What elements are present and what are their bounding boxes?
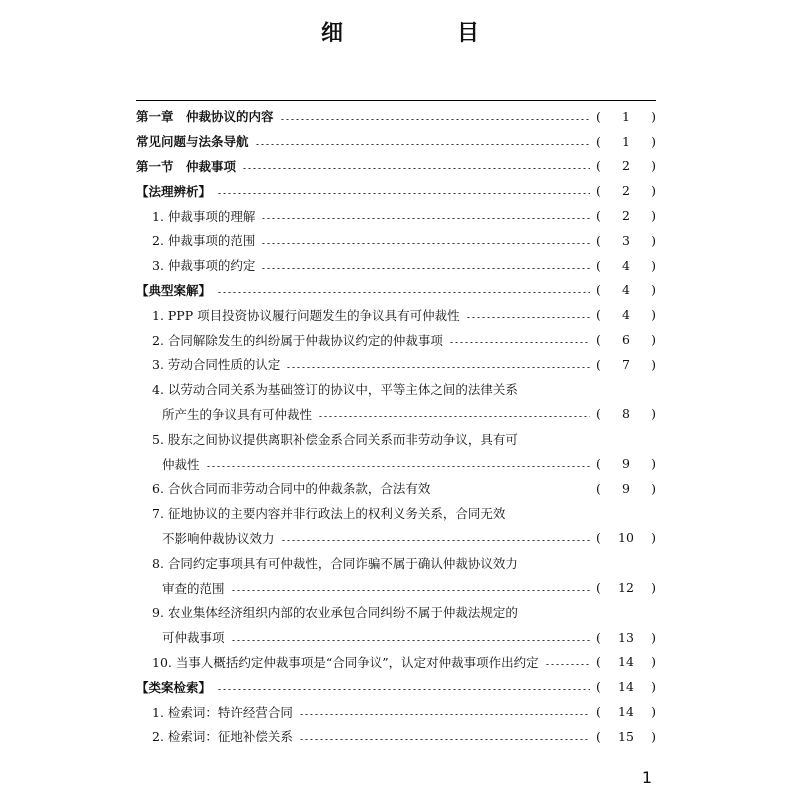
page-ref: 13 bbox=[618, 629, 634, 645]
dot-leader bbox=[280, 119, 590, 120]
toc-entry-title: 可仲裁事项 bbox=[162, 630, 225, 646]
toc-entry-title: 3. 劳动合同性质的认定 bbox=[152, 357, 281, 373]
dot-leader bbox=[231, 640, 590, 641]
dot-leader bbox=[466, 317, 590, 318]
toc-entry-page: ( 4 ) bbox=[596, 307, 656, 323]
toc-entry-page: ( 15 ) bbox=[596, 728, 656, 744]
toc-entry-page: ( 12 ) bbox=[596, 580, 656, 596]
toc-entry bbox=[136, 377, 656, 402]
toc-entry-title: 第一章 仲裁协议的内容 bbox=[136, 109, 274, 125]
dot-leader bbox=[545, 664, 590, 665]
toc-entry-page: ( 3 ) bbox=[596, 232, 656, 248]
dot-leader bbox=[299, 714, 590, 715]
toc-entry-title: 第一节 仲裁事项 bbox=[136, 158, 237, 174]
toc-entry-page: ( 10 ) bbox=[596, 530, 656, 546]
toc-entry-page: ( 2 ) bbox=[596, 183, 656, 199]
dot-leader bbox=[261, 268, 590, 269]
toc-entry-title: 1. 检索词：特许经营合同 bbox=[152, 704, 293, 720]
toc-entry-title: 仲裁性 bbox=[162, 456, 200, 472]
page-ref: 3 bbox=[622, 232, 630, 248]
toc-entry bbox=[136, 253, 656, 278]
toc-entry-title: 不影响仲裁协议效力 bbox=[162, 530, 275, 546]
page-ref: 1 bbox=[622, 133, 630, 149]
page-ref: 14 bbox=[618, 679, 634, 695]
toc-entry-title: 10. 当事人概括约定仲裁事项是“合同争议”，认定对仲裁事项作出约定 bbox=[152, 654, 539, 670]
page-ref: 4 bbox=[622, 307, 630, 323]
dot-leader bbox=[318, 416, 590, 417]
toc-entry bbox=[136, 600, 656, 625]
toc-entry bbox=[136, 178, 656, 203]
toc-entry bbox=[136, 650, 656, 675]
toc-entry bbox=[136, 451, 656, 476]
toc-entry bbox=[136, 501, 656, 526]
toc-entry bbox=[136, 625, 656, 650]
toc-entry bbox=[136, 426, 656, 451]
page-ref: 7 bbox=[622, 356, 630, 372]
toc-entry-title: 2. 合同解除发生的纠纷属于仲裁协议约定的仲裁事项 bbox=[152, 332, 443, 348]
page-ref: 6 bbox=[622, 332, 630, 348]
page-ref: 2 bbox=[622, 158, 630, 174]
toc-entry-title: 【典型案解】 bbox=[136, 282, 212, 298]
toc-entry-title: 5. 股东之间协议提供离职补偿金系合同关系而非劳动争议，具有可 bbox=[152, 431, 518, 447]
dot-leader bbox=[255, 144, 590, 145]
page-ref: 2 bbox=[622, 208, 630, 224]
toc-entry-title: 2. 仲裁事项的范围 bbox=[152, 233, 256, 249]
page-ref: 1 bbox=[622, 108, 630, 124]
toc-entry bbox=[136, 154, 656, 179]
toc-entry-page: ( 2 ) bbox=[596, 158, 656, 174]
toc-entry bbox=[136, 699, 656, 724]
toc-entry-page: ( 2 ) bbox=[596, 208, 656, 224]
page-number: 1 bbox=[641, 768, 652, 787]
toc-entry-page: ( 13 ) bbox=[596, 629, 656, 645]
dot-leader bbox=[299, 739, 590, 740]
page-ref: 4 bbox=[622, 257, 630, 273]
dot-leader bbox=[231, 590, 590, 591]
toc-entry-title: 3. 仲裁事项的约定 bbox=[152, 258, 256, 274]
dot-leader bbox=[242, 168, 590, 169]
title-divider bbox=[136, 100, 656, 101]
page-ref: 14 bbox=[618, 704, 634, 720]
toc-entry bbox=[136, 724, 656, 749]
page-ref: 8 bbox=[622, 406, 630, 422]
toc-entry bbox=[136, 228, 656, 253]
dot-leader bbox=[286, 367, 590, 368]
toc-entry bbox=[136, 402, 656, 427]
toc-entry bbox=[136, 526, 656, 551]
dot-leader bbox=[217, 193, 590, 194]
toc-entry-page: ( 1 ) bbox=[596, 133, 656, 149]
toc-entry-page: ( 14 ) bbox=[596, 679, 656, 695]
page-ref: 14 bbox=[618, 654, 634, 670]
toc-entry-title: 【类案检索】 bbox=[136, 679, 212, 695]
toc-entry-title: 常见问题与法条导航 bbox=[136, 134, 249, 150]
dot-leader bbox=[261, 243, 590, 244]
page-ref: 9 bbox=[622, 456, 630, 472]
dot-leader bbox=[261, 218, 590, 219]
page-ref: 9 bbox=[622, 480, 630, 496]
dot-leader bbox=[449, 342, 590, 343]
toc-entry-title: 9. 农业集体经济组织内部的农业承包合同纠纷不属于仲裁法规定的 bbox=[152, 605, 518, 621]
toc-entry bbox=[136, 674, 656, 699]
page-ref: 15 bbox=[618, 728, 634, 744]
toc-entry-title: 【法理辨析】 bbox=[136, 183, 212, 199]
toc-entry-title: 审查的范围 bbox=[162, 580, 225, 596]
toc-entry-title: 2. 检索词：征地补偿关系 bbox=[152, 729, 293, 745]
toc-entry bbox=[136, 575, 656, 600]
page-ref: 10 bbox=[618, 530, 634, 546]
dot-leader bbox=[217, 292, 590, 293]
dot-leader bbox=[206, 466, 590, 467]
toc-entry-page: ( 4 ) bbox=[596, 257, 656, 273]
toc-entry-title: 1. 仲裁事项的理解 bbox=[152, 208, 256, 224]
toc-entry bbox=[136, 302, 656, 327]
toc-entry-title: 所产生的争议具有可仲裁性 bbox=[162, 406, 313, 422]
page-title: 细 目 bbox=[320, 21, 525, 46]
dot-leader bbox=[217, 689, 590, 690]
toc-entry-title: 1. PPP 项目投资协议履行问题发生的争议具有可仲裁性 bbox=[152, 307, 460, 323]
toc-entry-page: ( 8 ) bbox=[596, 406, 656, 422]
toc-entry-page: ( 1 ) bbox=[596, 108, 656, 124]
page-ref: 12 bbox=[618, 580, 634, 596]
toc-entry-page: ( 7 ) bbox=[596, 356, 656, 372]
toc-entry-title: 4. 以劳动合同关系为基础签订的协议中，平等主体之间的法律关系 bbox=[152, 382, 518, 398]
toc-entry bbox=[136, 203, 656, 228]
toc-entry-page: ( 6 ) bbox=[596, 332, 656, 348]
toc-entry-page: ( 4 ) bbox=[596, 282, 656, 298]
toc-entry-title: 8. 合同约定事项具有可仲裁性，合同诈骗不属于确认仲裁协议效力 bbox=[152, 555, 518, 571]
toc-entry bbox=[136, 129, 656, 154]
page-ref: 4 bbox=[622, 282, 630, 298]
toc-entry bbox=[136, 327, 656, 352]
toc-entry bbox=[136, 550, 656, 575]
toc-entry bbox=[136, 352, 656, 377]
toc-entry bbox=[136, 476, 656, 501]
toc-entry-page: ( 9 ) bbox=[596, 456, 656, 472]
page-ref: 2 bbox=[622, 183, 630, 199]
dot-leader bbox=[281, 540, 590, 541]
toc-entry bbox=[136, 278, 656, 303]
toc-entry bbox=[136, 104, 656, 129]
toc-entry-title: 6. 合伙合同而非劳动合同中的仲裁条款，合法有效 bbox=[152, 481, 431, 497]
toc-entry-page: ( 9 ) bbox=[596, 480, 656, 496]
toc-entry-page: ( 14 ) bbox=[596, 704, 656, 720]
toc-entry-title: 7. 征地协议的主要内容并非行政法上的权利义务关系，合同无效 bbox=[152, 506, 506, 522]
dot-leader bbox=[436, 491, 590, 492]
toc-entry-page: ( 14 ) bbox=[596, 654, 656, 670]
table-of-contents bbox=[136, 104, 656, 749]
